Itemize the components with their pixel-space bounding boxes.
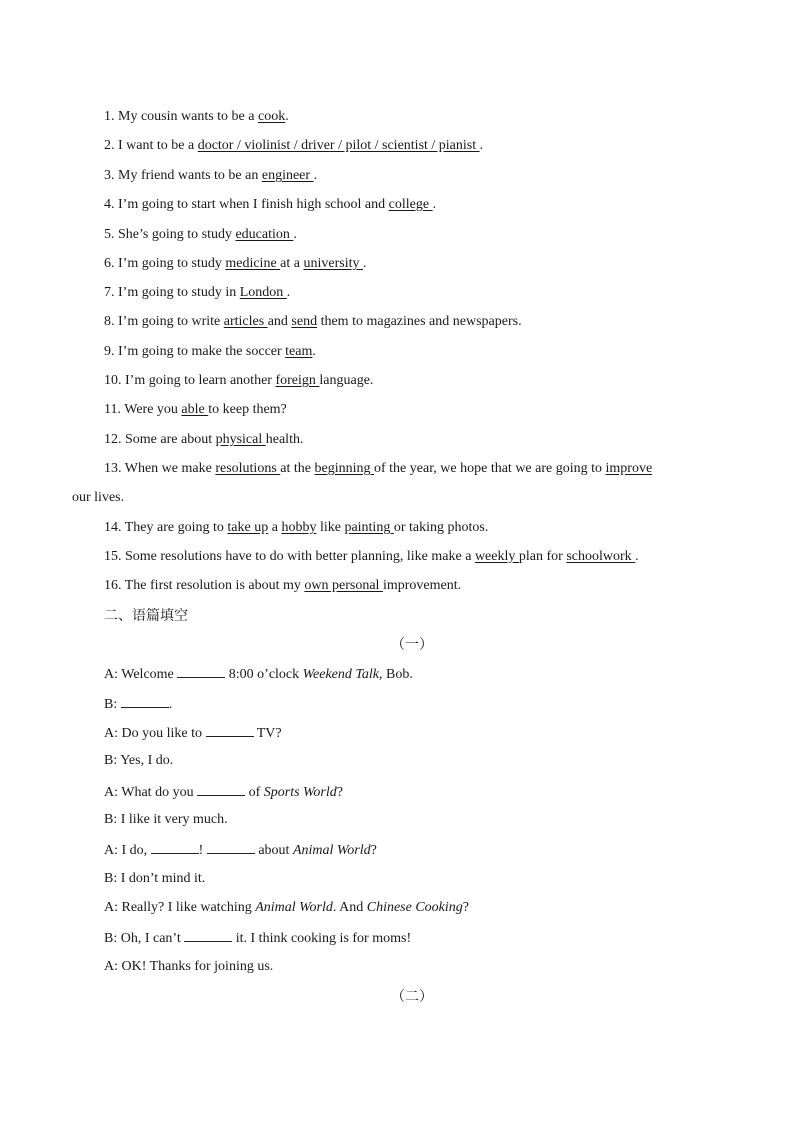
answer: own personal <box>304 578 383 593</box>
answer: engineer <box>261 168 314 183</box>
dialog-line-7: A: I do, ! about Animal World? <box>104 840 377 860</box>
dialog-line-5: A: What do you of Sports World? <box>104 782 343 802</box>
answer: able <box>181 402 209 417</box>
sentence-6: 6. I’m going to study medicine at a university . <box>104 256 367 271</box>
fill-blank[interactable] <box>184 928 232 942</box>
sentence-11: 11. Were you able to keep them? <box>104 402 287 417</box>
dialog-line-1: A: Welcome 8:00 o’clock Weekend Talk, Bob. <box>104 664 413 684</box>
subsection-label-2: （二） <box>391 990 433 1005</box>
sentence-3: 3. My friend wants to be an engineer . <box>104 168 318 183</box>
dialog-line-4: B: Yes, I do. <box>104 753 174 768</box>
answer: cook <box>257 109 286 124</box>
sentence-12: 12. Some are about physical health. <box>104 432 304 447</box>
answer: college <box>388 197 433 212</box>
dialog-line-3: A: Do you like to TV? <box>104 723 282 743</box>
answer: send <box>291 314 318 329</box>
fill-blank[interactable] <box>151 840 199 854</box>
answer: resolutions <box>215 461 281 476</box>
fill-blank[interactable] <box>177 664 225 678</box>
answer: medicine <box>225 256 281 271</box>
sentence-13-continued: our lives. <box>72 490 125 505</box>
sentence-13: 13. When we make resolutions at the beginning of the year, we hope that we are going to improve <box>104 461 653 476</box>
answer: articles <box>223 314 268 329</box>
answer: schoolwork <box>566 549 636 564</box>
sentence-15: 15. Some resolutions have to do with better planning, like make a weekly plan for schoolwork . <box>104 549 639 564</box>
answer: painting <box>344 520 394 535</box>
answer: weekly <box>474 549 519 564</box>
fill-blank[interactable] <box>207 840 255 854</box>
fill-blank[interactable] <box>197 782 245 796</box>
dialog-line-8: B: I don’t mind it. <box>104 871 206 886</box>
answer: hobby <box>281 520 317 535</box>
dialog-line-10: B: Oh, I can’t it. I think cooking is for moms! <box>104 928 411 948</box>
sentence-7: 7. I’m going to study in London . <box>104 285 291 300</box>
sentence-1: 1. My cousin wants to be a cook. <box>104 109 289 124</box>
dialog-line-2: B: . <box>104 694 172 714</box>
sentence-14: 14. They are going to take up a hobby like painting or taking photos. <box>104 520 489 535</box>
answer: education <box>235 227 294 242</box>
fill-blank[interactable] <box>206 723 254 737</box>
answer: doctor / violinist / driver / pilot / scientist / pianist <box>197 138 480 153</box>
sentence-2: 2. I want to be a doctor / violinist / driver / pilot / scientist / pianist . <box>104 138 484 153</box>
sentence-16: 16. The first resolution is about my own personal improvement. <box>104 578 462 593</box>
sentence-5: 5. She’s going to study education . <box>104 227 297 242</box>
subsection-label-1: （一） <box>391 638 433 653</box>
sentence-4: 4. I’m going to start when I finish high school and college . <box>104 197 437 212</box>
sentence-10: 10. I’m going to learn another foreign language. <box>104 373 374 388</box>
answer: physical <box>215 432 266 447</box>
answer: London <box>239 285 287 300</box>
sentence-9: 9. I’m going to make the soccer team. <box>104 344 316 359</box>
section-heading: 二、语篇填空 <box>104 608 188 624</box>
fill-blank[interactable] <box>121 694 169 708</box>
answer: foreign <box>275 373 320 388</box>
answer: take up <box>227 520 269 535</box>
answer: team <box>285 344 313 359</box>
dialog-line-6: B: I like it very much. <box>104 812 228 827</box>
dialog-line-9: A: Really? I like watching Animal World. And Chinese Cooking? <box>104 900 469 915</box>
answer: beginning <box>314 461 374 476</box>
answer: improve <box>605 461 653 476</box>
sentence-8: 8. I’m going to write articles and send them to magazines and newspapers. <box>104 314 522 329</box>
answer: university <box>303 256 363 271</box>
dialog-line-11: A: OK! Thanks for joining us. <box>104 959 274 974</box>
